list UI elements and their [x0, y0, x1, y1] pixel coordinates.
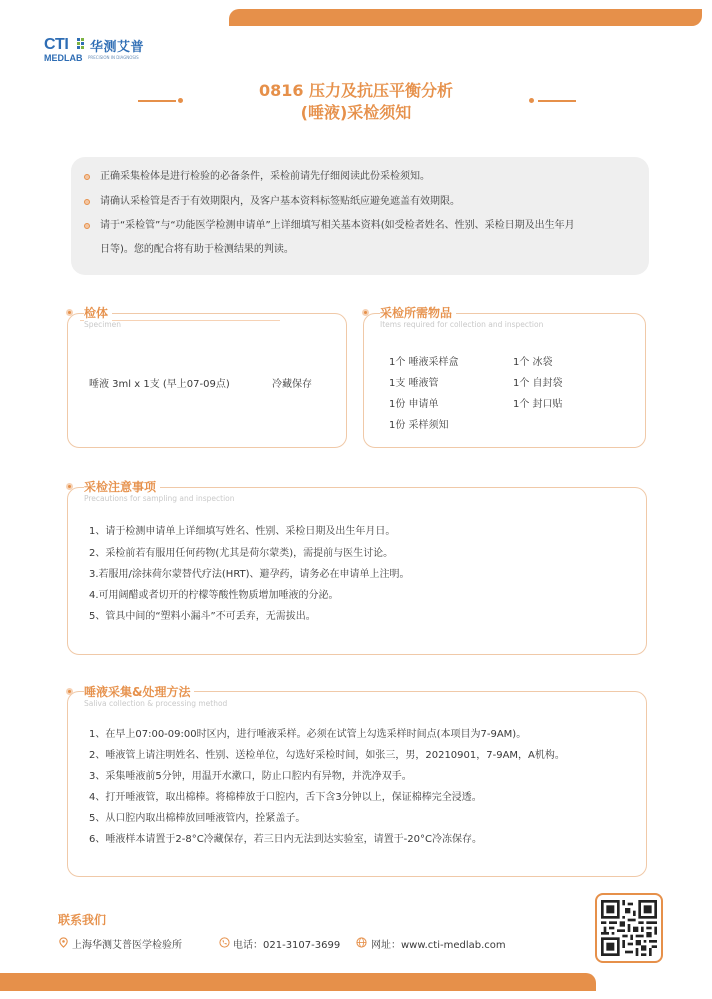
title-right-line [538, 100, 576, 102]
notice-box [71, 157, 649, 275]
contact-phone[interactable]: 电话：021-3107-3699 [233, 940, 341, 951]
contact-address: 上海华测艾普医学检验所 [72, 940, 182, 951]
specimen-title: 检体 [84, 304, 112, 321]
bullet-icon [84, 199, 90, 205]
notice-line: 正确采集检体是进行检验的必备条件，采检前请先仔细阅读此份采检须知。 [100, 171, 430, 182]
page-title: 0816 压力及抗压平衡分析 [258, 81, 454, 100]
title-right-dot [529, 98, 534, 103]
bullet-icon [84, 174, 90, 180]
items-title: 采检所需物品 [380, 304, 456, 321]
qr-code-icon [601, 900, 657, 956]
items-left-1: 1支 唾液管 [389, 378, 439, 389]
items-right-2: 1个 封口贴 [513, 399, 563, 410]
method-line: 5、从口腔内取出棉棒放回唾液管内，拴紧盖子。 [89, 813, 306, 824]
section-dot-icon [66, 688, 73, 695]
phone-icon [219, 937, 230, 948]
section-dot-icon [362, 309, 369, 316]
method-title: 唾液采集&处理方法 [84, 683, 194, 700]
items-right-0: 1个 冰袋 [513, 357, 553, 368]
logo-english-name: MEDLAB [44, 53, 83, 63]
bullet-icon [84, 223, 90, 229]
precautions-title: 采检注意事项 [84, 478, 160, 495]
method-subtitle: Saliva collection & processing method [84, 699, 228, 708]
logo-chinese-name: 华测艾普 [90, 40, 145, 55]
items-left-2: 1份 申请单 [389, 399, 439, 410]
method-line: 3、采集唾液前5分钟，用温开水漱口，防止口腔内有异物，并洗净双手。 [89, 771, 412, 782]
globe-icon [356, 937, 367, 948]
items-left-3: 1份 采样须知 [389, 420, 449, 431]
top-accent-bar [229, 9, 702, 26]
company-logo [44, 36, 164, 64]
specimen-item: 唾液 3ml x 1支 (早上07-09点) [89, 379, 230, 390]
notice-line: 请确认采检管是否于有效期限内，及客户基本资料标签贴纸应避免遮盖有效期限。 [100, 196, 460, 207]
location-icon [58, 937, 69, 948]
title-left-dot [178, 98, 183, 103]
contact-title: 联系我们 [58, 913, 107, 927]
logo-tagline: PRECISION IN DIAGNOSIS [88, 55, 139, 60]
precaution-line: 3.若服用/涂抹荷尔蒙替代疗法(HRT)、避孕药，请务必在申请单上注明。 [89, 569, 410, 580]
section-dot-icon [66, 309, 73, 316]
logo-prefix: CTI [44, 36, 69, 53]
method-line: 6、唾液样本请置于2-8°C冷藏保存，若三日内无法到达实验室，请置于-20°C冷冻保存。 [89, 834, 482, 845]
precaution-line: 2、采检前若有服用任何药物(尤其是荷尔蒙类)，需提前与医生讨论。 [89, 548, 394, 559]
items-left-0: 1个 唾液采样盒 [389, 357, 459, 368]
contact-website[interactable]: 网址：www.cti-medlab.com [371, 940, 506, 951]
section-dot-icon [66, 483, 73, 490]
precaution-line: 5、管具中间的“塑料小漏斗”不可丢弃，无需拔出。 [89, 611, 316, 622]
qr-code-frame [595, 893, 663, 963]
method-line: 1、在早上07:00-09:00时区内，进行唾液采样。必须在试管上勾选采样时间点(本项目为7-9AM)。 [89, 729, 527, 740]
method-box [67, 691, 647, 877]
items-right-1: 1个 自封袋 [513, 378, 563, 389]
precaution-line: 1、请于检测申请单上详细填写姓名、性别、采检日期及出生年月日。 [89, 526, 396, 537]
method-line: 2、唾液管上请注明姓名、性别、送检单位，勾选好采检时间，如张三，男，20210901，7-9AM，A机构。 [89, 750, 565, 761]
page-subtitle: (唾液)采检须知 [300, 103, 412, 122]
precautions-subtitle: Precautions for sampling and inspection [84, 494, 235, 503]
specimen-storage: 冷藏保存 [272, 379, 312, 390]
notice-line: 请于“采检管”与“功能医学检测申请单”上详细填写相关基本资料(如受检者姓名、性别、采检日期及出生年月 [100, 220, 575, 231]
specimen-subtitle: Specimen [84, 320, 122, 329]
logo-grid-icon [77, 38, 87, 50]
method-line: 4、打开唾液管，取出棉棒。将棉棒放于口腔内，舌下含3分钟以上，保证棉棒完全浸透。 [89, 792, 482, 803]
title-left-line [138, 100, 176, 102]
items-subtitle: Items required for collection and inspection [380, 320, 544, 329]
notice-line: 日等)。您的配合将有助于检测结果的判读。 [100, 244, 294, 255]
precaution-line: 4.可用阔醋或者切开的柠檬等酸性物质增加唾液的分泌。 [89, 590, 339, 601]
bottom-accent-bar [0, 973, 596, 991]
